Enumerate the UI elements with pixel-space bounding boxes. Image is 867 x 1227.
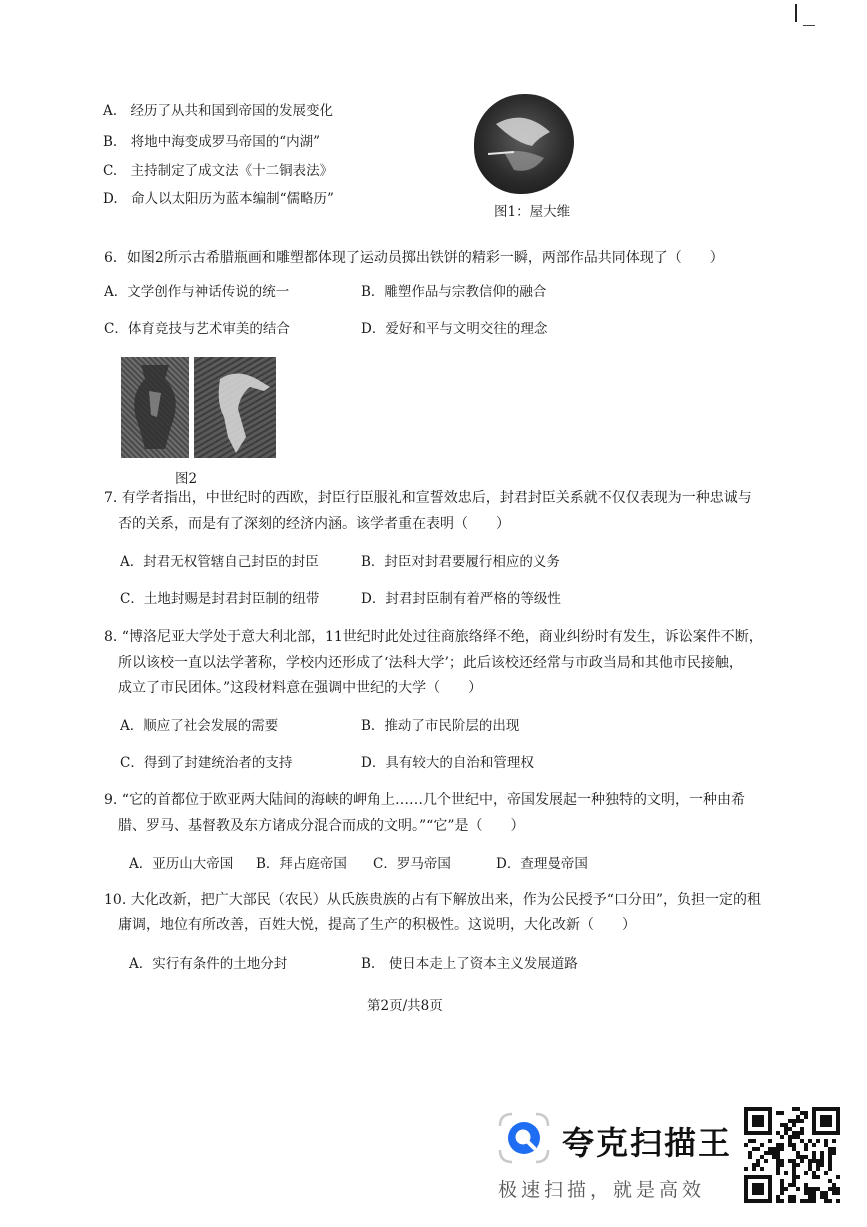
q7-option-c: C．土地封赐是封君封臣制的纽带 (120, 591, 320, 607)
scanner-slogan: 极速扫描，就是高效 (498, 1179, 706, 1201)
q5-option-c: C. 主持制定了成文法《十二铜表法》 (103, 163, 334, 179)
q8-option-c: C．得到了封建统治者的支持 (120, 755, 293, 771)
octavian-coin-image (474, 94, 574, 194)
scan-edge-dash (803, 25, 815, 26)
quark-scanner-logo-icon (498, 1112, 550, 1164)
greek-vase-painting-image (121, 357, 189, 458)
q10-stem-line-1: 10. 大化改新，把广大部民（农民）从氏族贵族的占有下解放出来，作为公民授予“口分田”，负担一定的租 (104, 892, 762, 908)
q5-option-b: B. 将地中海变成罗马帝国的“内湖” (103, 134, 321, 150)
q7-option-b: B．封臣对封君要履行相应的义务 (361, 554, 560, 570)
q9-option-b: B．拜占庭帝国 (256, 856, 347, 872)
q6-option-a: A．文学创作与神话传说的统一 (104, 284, 290, 300)
q8-option-a: A．顺应了社会发展的需要 (120, 718, 279, 734)
scan-edge-mark (795, 4, 797, 22)
q9-option-d: D．查理曼帝国 (496, 856, 588, 872)
q10-option-b: B. 使日本走上了资本主义发展道路 (361, 956, 578, 972)
q8-stem-line-1: 8. “博洛尼亚大学处于意大利北部，11世纪时此处过往商旅络绎不绝，商业纠纷时有发生，诉讼案件不断， (104, 629, 763, 645)
q8-option-d: D．具有较大的自治和管理权 (361, 755, 534, 771)
q6-option-b: B．雕塑作品与宗教信仰的融合 (361, 284, 547, 300)
q7-option-d: D．封君封臣制有着严格的等级性 (361, 591, 561, 607)
q6-option-d: D．爱好和平与文明交往的理念 (361, 321, 548, 337)
q8-stem-line-2: 所以该校一直以法学著称，学校内还形成了‘法科大学’；此后该校还经常与市政当局和其他市民接触， (118, 655, 743, 671)
scanner-brand-name: 夸克扫描王 (562, 1124, 733, 1162)
q6-stem: 6．如图2所示古希腊瓶画和雕塑都体现了运动员掷出铁饼的精彩一瞬，两部作品共同体现了（ ） (104, 250, 724, 266)
q9-option-c: C．罗马帝国 (373, 856, 451, 872)
discobolus-statue-image (194, 357, 276, 458)
q6-option-c: C．体育竞技与艺术审美的结合 (104, 321, 290, 337)
q9-stem-line-1: 9. “它的首都位于欧亚两大陆间的海峡的岬角上……几个世纪中，帝国发展起一种独特的文明，一种由希 (104, 792, 745, 808)
q7-stem-line-1: 7. 有学者指出，中世纪时的西欧，封臣行臣服礼和宣誓效忠后，封君封臣关系就不仅仅表现为一种忠诚与 (104, 490, 752, 506)
q9-option-a: A．亚历山大帝国 (129, 856, 234, 872)
q10-stem-line-2: 庸调，地位有所改善，百姓大悦，提高了生产的积极性。这说明，大化改新（ ） (118, 917, 636, 933)
q7-stem-line-2: 否的关系，而是有了深刻的经济内涵。该学者重在表明（ ） (118, 516, 510, 532)
q9-stem-line-2: 腊、罗马、基督教及东方诸成分混合而成的文明。”“它”是（ ） (118, 818, 525, 834)
q7-option-a: A．封君无权管辖自己封臣的封臣 (120, 554, 319, 570)
q8-stem-line-3: 成立了市民团体。”这段材料意在强调中世纪的大学（ ） (118, 680, 483, 696)
qr-code-icon (743, 1106, 841, 1204)
figure-1-caption: 图1：屋大维 (494, 204, 571, 220)
q5-option-d: D. 命人以太阳历为蓝本编制“儒略历” (103, 191, 334, 207)
figure-2-caption: 图2 (175, 471, 198, 487)
q10-option-a: A．实行有条件的土地分封 (129, 956, 288, 972)
q5-option-a: A. 经历了从共和国到帝国的发展变化 (103, 103, 334, 119)
q8-option-b: B．推动了市民阶层的出现 (361, 718, 520, 734)
page-number: 第2页/共8页 (367, 998, 443, 1014)
